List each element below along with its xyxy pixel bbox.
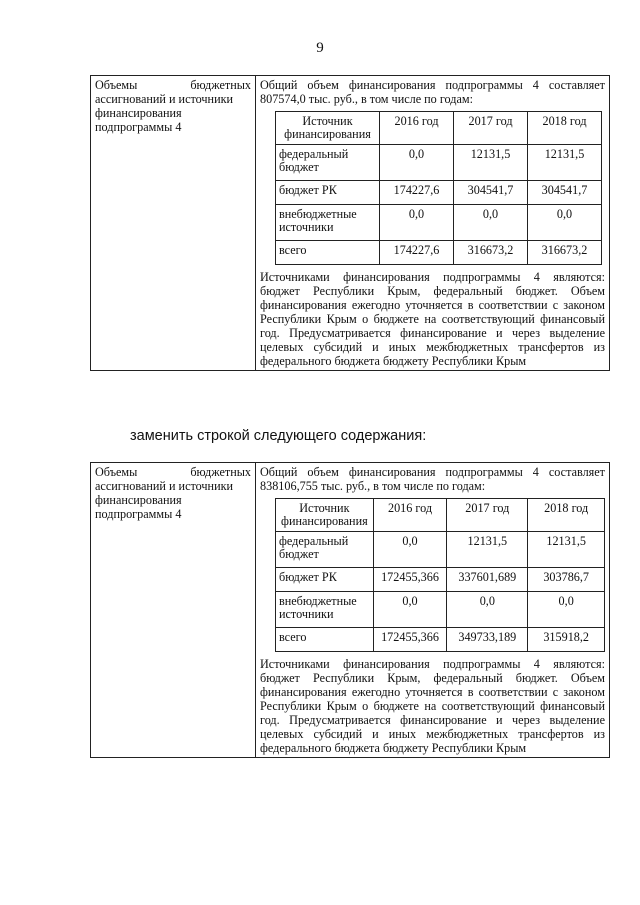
new-funding-block: [90, 462, 610, 758]
new-header-2017: 2017 год: [447, 499, 528, 532]
new-left-line3: финансирования: [95, 493, 182, 507]
cell-2016: 174227,6: [380, 181, 454, 205]
cell-2017: 12131,5: [454, 145, 528, 181]
row-label: федеральный бюджет: [276, 532, 374, 568]
cell-2016: 172455,366: [373, 628, 447, 652]
new-table-header: [276, 499, 605, 532]
new-header-source: Источник финансирования: [276, 499, 374, 532]
row-label: бюджет РК: [276, 568, 374, 592]
cell-2018: 12131,5: [528, 145, 602, 181]
new-header-2016: 2016 год: [373, 499, 447, 532]
new-intro-line2: 838106,755 тыс. руб., в том числе по годам:: [260, 479, 486, 493]
old-right-cell: [256, 76, 610, 371]
cell-2016: 174227,6: [380, 241, 454, 265]
cell-2016: 0,0: [373, 532, 447, 568]
old-table-header: [276, 112, 602, 145]
cell-2017: 0,0: [454, 205, 528, 241]
replace-instruction: заменить строкой следующего содержания:: [130, 428, 427, 444]
cell-2017: 12131,5: [447, 532, 528, 568]
new-left-line4: подпрограммы 4: [95, 507, 182, 521]
row-label: всего: [276, 628, 374, 652]
row-label: всего: [276, 241, 380, 265]
old-intro-line2: 807574,0 тыс. руб., в том числе по годам:: [260, 92, 473, 106]
old-sources-text: Источниками финансирования подпрограммы 4 являются: бюджет Республики Крым, федеральный бюджет. Объем финансирования ежегодно уточняется в соответствии с законом Республики Крым о бюджете на соответствующий финансовый год. Предусматривается финансирование и через выделение целевых субсидий и иных межбюджетных трансфертов из федерального бюджета бюджету Республики Крым: [260, 270, 605, 368]
old-intro-line1: Общий объем финансирования подпрограммы 4 составляет: [260, 78, 605, 92]
table-row: [276, 181, 602, 205]
cell-2018: 303786,7: [528, 568, 605, 592]
table-row: [276, 568, 605, 592]
new-sources-text: Источниками финансирования подпрограммы 4 являются: бюджет Республики Крым, федеральный бюджет. Объем финансирования ежегодно уточняется в соответствии с законом Республики Крым о бюджете на соответствующий финансовый год. Предусматривается финансирование и через выделение целевых субсидий и иных межбюджетных трансфертов из федерального бюджета бюджету Республики Крым: [260, 657, 605, 755]
cell-2018: 304541,7: [528, 181, 602, 205]
table-row: [276, 592, 605, 628]
old-left-line3: финансирования: [95, 106, 182, 120]
cell-2017: 316673,2: [454, 241, 528, 265]
old-left-line1-b: бюджетных: [190, 78, 251, 92]
cell-2017: 0,0: [447, 592, 528, 628]
old-intro: [260, 78, 605, 106]
cell-2016: 172455,366: [373, 568, 447, 592]
new-left-line1-b: бюджетных: [190, 465, 251, 479]
old-left-line1-a: Объемы: [95, 78, 138, 92]
table-row: [276, 241, 602, 265]
page-number: 9: [316, 40, 324, 56]
new-intro-line1: Общий объем финансирования подпрограммы 4 составляет: [260, 465, 605, 479]
cell-2018: 0,0: [528, 205, 602, 241]
new-right-cell: [256, 463, 610, 758]
new-left-line1: [95, 465, 251, 479]
row-label: внебюджетные источники: [276, 205, 380, 241]
cell-2018: 12131,5: [528, 532, 605, 568]
old-financing-table: [275, 111, 602, 265]
row-label: федеральный бюджет: [276, 145, 380, 181]
new-left-line2: ассигнований и источники: [95, 479, 234, 493]
cell-2017: 304541,7: [454, 181, 528, 205]
cell-2018: 0,0: [528, 592, 605, 628]
new-financing-table: [275, 498, 605, 652]
row-label: внебюджетные источники: [276, 592, 374, 628]
old-left-cell: [91, 76, 256, 371]
cell-2016: 0,0: [380, 205, 454, 241]
cell-2018: 315918,2: [528, 628, 605, 652]
old-funding-block: [90, 75, 610, 371]
old-left-line1: [95, 78, 251, 92]
old-header-2018: 2018 год: [528, 112, 602, 145]
table-row: [276, 532, 605, 568]
old-header-source: Источник финансирования: [276, 112, 380, 145]
cell-2016: 0,0: [380, 145, 454, 181]
old-left-line2: ассигнований и источники: [95, 92, 234, 106]
table-row: [276, 145, 602, 181]
cell-2017: 349733,189: [447, 628, 528, 652]
cell-2017: 337601,689: [447, 568, 528, 592]
table-row: [276, 205, 602, 241]
cell-2018: 316673,2: [528, 241, 602, 265]
cell-2016: 0,0: [373, 592, 447, 628]
row-label: бюджет РК: [276, 181, 380, 205]
new-left-cell: [91, 463, 256, 758]
new-intro: [260, 465, 605, 493]
new-left-line1-a: Объемы: [95, 465, 138, 479]
new-header-2018: 2018 год: [528, 499, 605, 532]
old-header-2017: 2017 год: [454, 112, 528, 145]
old-header-2016: 2016 год: [380, 112, 454, 145]
table-row: [276, 628, 605, 652]
old-left-line4: подпрограммы 4: [95, 120, 182, 134]
